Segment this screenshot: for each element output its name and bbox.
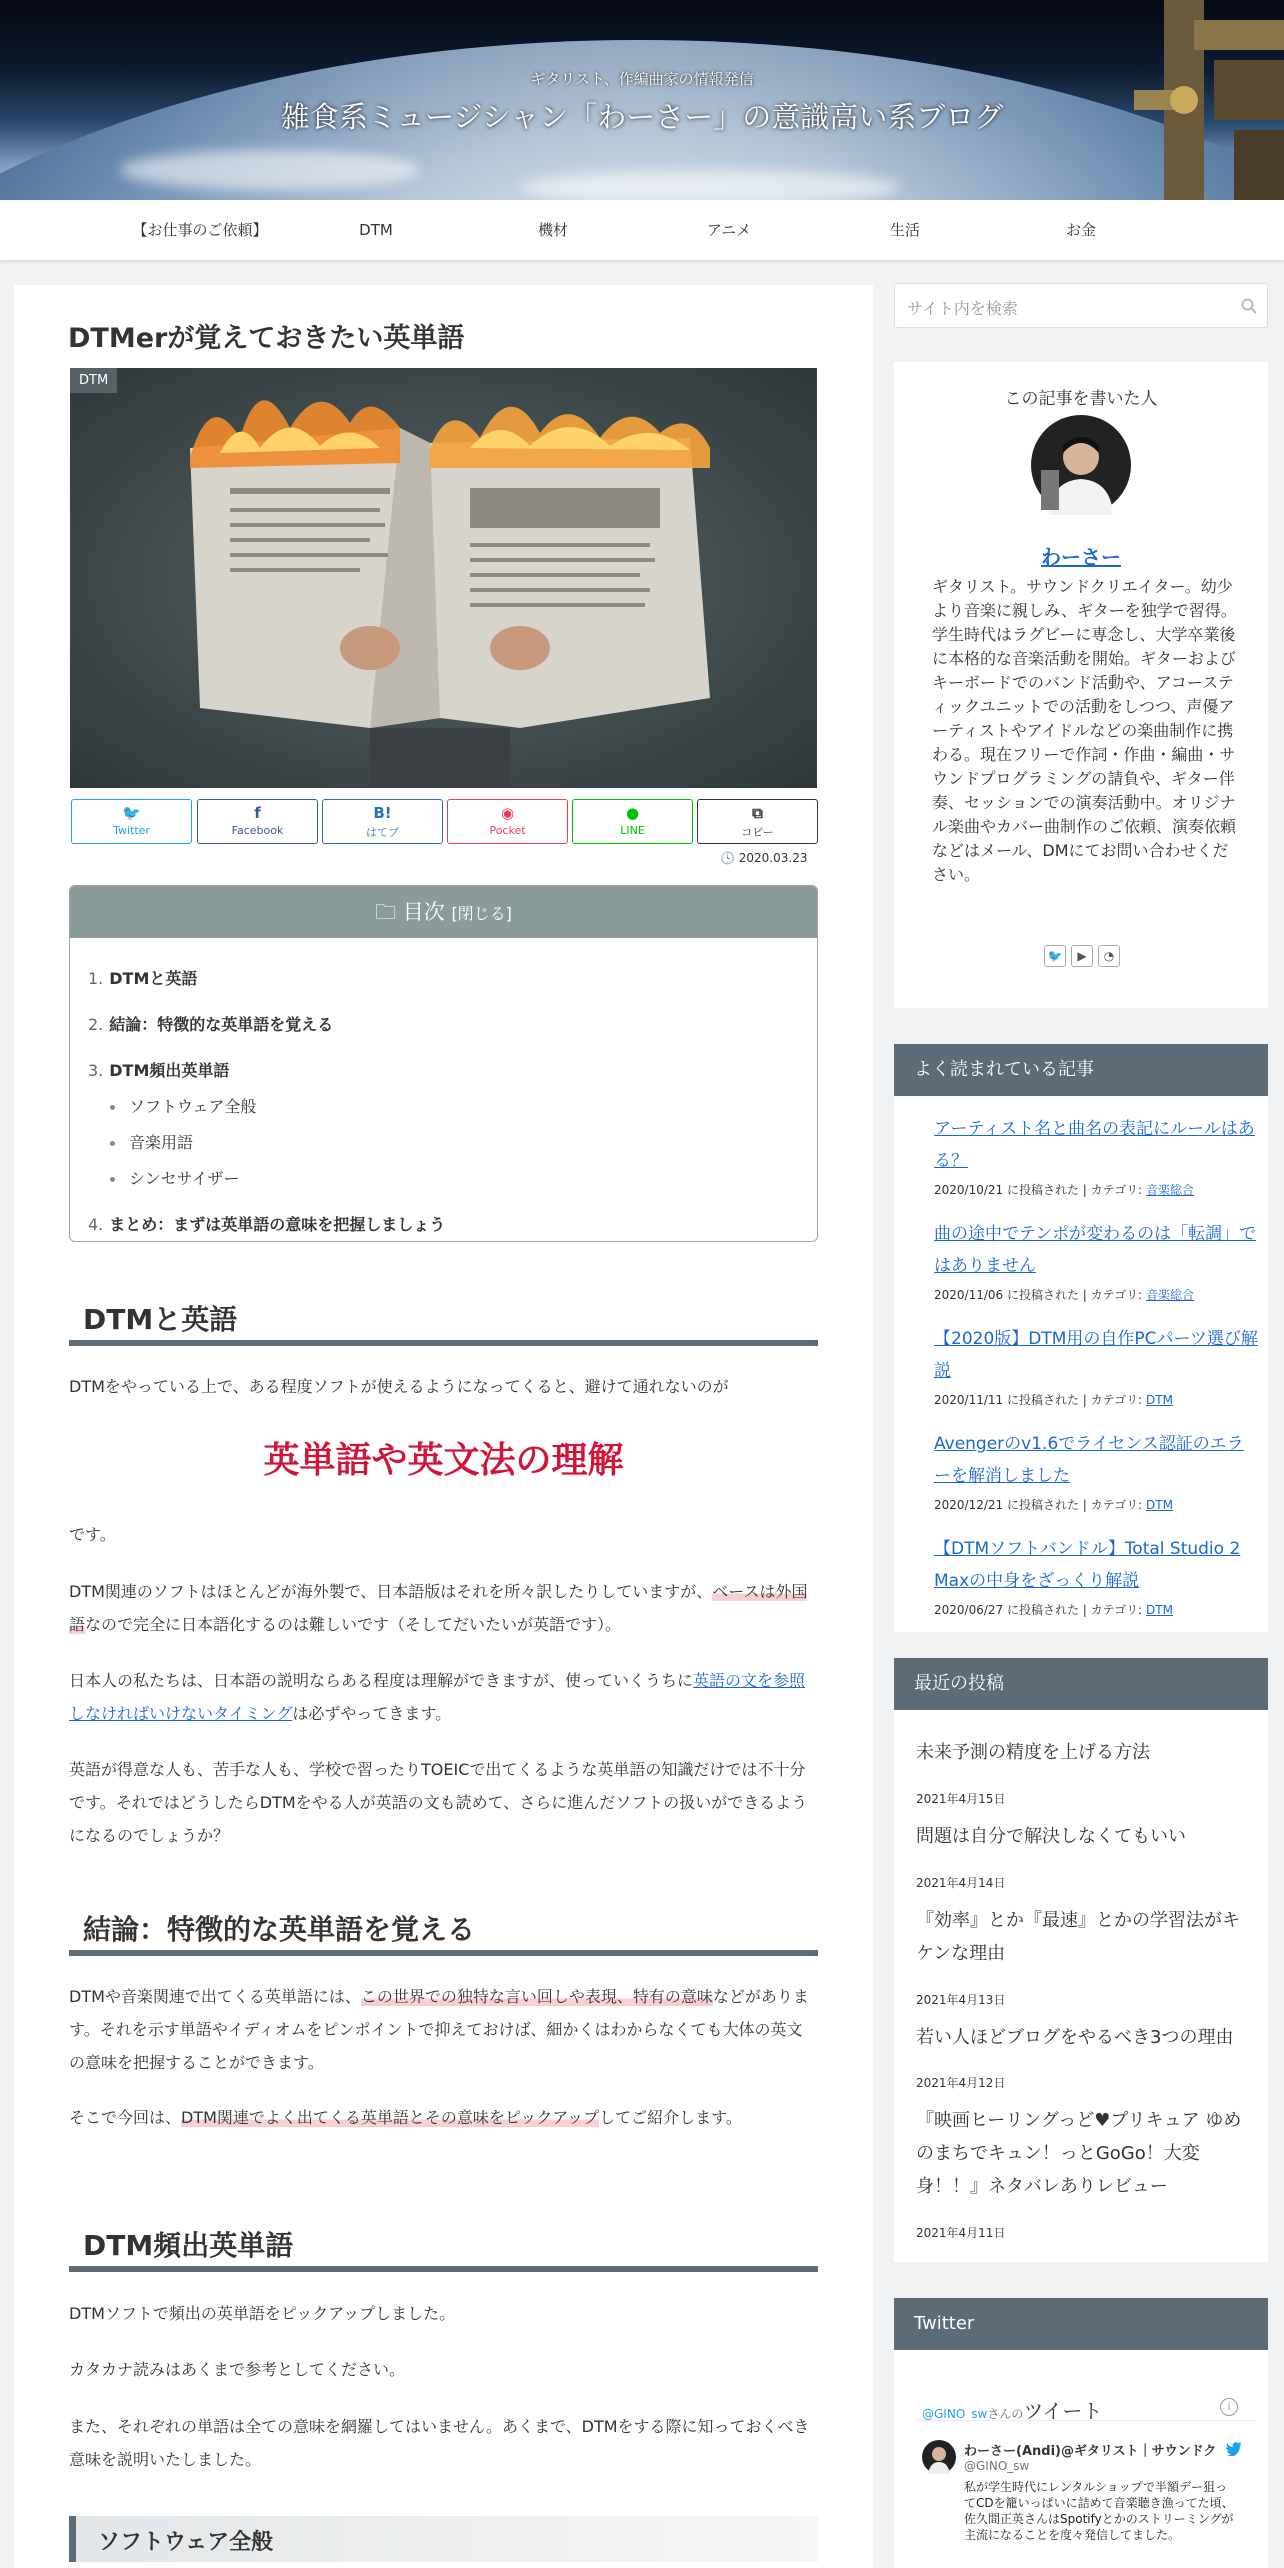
- search-input[interactable]: [894, 283, 1268, 328]
- paragraph-text: などがあります。それを示す単語やイディオムをピンポイントで抑えておけば、細かくはわからなくても大体の英文の意味を把握することができます。: [69, 1987, 809, 2072]
- highlighted-text: この世界での独特な言い回しや表現、特有の意味: [360, 1987, 713, 2006]
- toc-number: 3.: [88, 1061, 104, 1080]
- popular-posts-title: よく読まれている記事: [894, 1044, 1268, 1096]
- paragraph-text: は必ずやってきます。: [292, 1704, 452, 1723]
- share-facebook-label: Facebook: [231, 824, 284, 837]
- popular-post-date: 2020/06/27 に投稿された | カテゴリ:: [934, 1603, 1147, 1617]
- author-name[interactable]: わーさー: [1041, 545, 1121, 569]
- twitter-follow-icon[interactable]: 🐦: [1044, 945, 1066, 967]
- twitter-widget-title: Twitter: [894, 2298, 1268, 2350]
- search-icon[interactable]: [1241, 298, 1257, 314]
- paragraph: カタカナ読みはあくまで参考としてください。: [69, 2360, 406, 2379]
- toc-subitem-label: 音楽用語: [129, 1133, 194, 1152]
- paragraph-text: そこで今回は、: [69, 2108, 182, 2127]
- nav-item-equipment[interactable]: 機材: [537, 221, 568, 239]
- bullet-icon: [110, 1177, 115, 1182]
- header-cloud: [120, 150, 420, 190]
- popular-post-date: 2020/12/21 に投稿された | カテゴリ:: [934, 1498, 1147, 1512]
- share-hatebu-label: はてブ: [366, 826, 399, 839]
- folder-icon: 🗀: [375, 900, 403, 924]
- paragraph: [69, 1980, 818, 2079]
- toc-subitem-label: ソフトウェア全般: [129, 1097, 257, 1116]
- global-nav: [0, 200, 1284, 260]
- hatebu-icon: B!: [373, 804, 392, 822]
- recent-posts-title: 最近の投稿: [894, 1658, 1268, 1710]
- recent-post-link[interactable]: 未来予測の精度を上げる方法: [916, 1742, 1150, 1763]
- popular-post-link[interactable]: 【DTMソフトバンドル】Total Studio 2 Maxの中身をざっくり解説: [934, 1539, 1241, 1591]
- recent-post-link[interactable]: 『効率』とか『最速』とかの学習法がキケンな理由: [916, 1910, 1240, 1964]
- popular-post-date: 2020/11/06 に投稿された | カテゴリ:: [934, 1288, 1147, 1302]
- toc-toggle[interactable]: [閉じる]: [451, 904, 512, 923]
- line-icon: ●: [625, 804, 640, 822]
- popular-post-category[interactable]: DTM: [1146, 1393, 1173, 1407]
- toc-number: 1.: [88, 969, 104, 988]
- toc-item[interactable]: [88, 1012, 333, 1035]
- popular-post-category[interactable]: DTM: [1146, 1498, 1173, 1512]
- paragraph: また、それぞれの単語は全ての意味を網羅してはいません。あくまで、DTMをする際に知っておくべき意味を説明いたしました。: [69, 2417, 810, 2469]
- nav-item-anime[interactable]: アニメ: [706, 221, 752, 239]
- twitter-timeline-title: ツイート: [1023, 2399, 1103, 2423]
- recent-post-date: 2021年4月11日: [916, 2226, 1006, 2240]
- site-tagline: ギタリスト、作編曲家の情報発信: [530, 70, 754, 88]
- toc-subitem[interactable]: [110, 1130, 193, 1153]
- site-header: [0, 0, 1284, 200]
- share-pocket-label: Pocket: [489, 824, 526, 837]
- tweet-avatar[interactable]: [922, 2440, 956, 2474]
- inline-link[interactable]: 英語の文を参照しなければいけないタイミング: [69, 1671, 806, 1723]
- author-widget-heading: この記事を書いた人: [1004, 389, 1158, 409]
- share-line-label: LINE: [620, 824, 645, 837]
- section-heading-text: DTM頻出英単語: [83, 2229, 294, 2262]
- copy-icon: ⧉: [752, 804, 763, 822]
- clock-icon: 🕓: [720, 851, 739, 865]
- paragraph: DTMソフトで頻出の英単語をピックアップしました。: [69, 2304, 456, 2323]
- post-date: [720, 851, 807, 865]
- nav-item-money[interactable]: お金: [1065, 221, 1096, 239]
- burning-newspaper-image: [70, 368, 817, 788]
- section-heading: [69, 2216, 818, 2272]
- toc-item-label: DTMと英語: [109, 969, 198, 988]
- paragraph: [69, 2101, 818, 2134]
- toc-item[interactable]: [88, 1058, 229, 1081]
- bullet-icon: [110, 1105, 115, 1110]
- category-label[interactable]: DTM: [70, 368, 117, 393]
- toc-subitem[interactable]: [110, 1166, 239, 1189]
- recent-post-date: 2021年4月15日: [916, 1792, 1006, 1806]
- subsection-heading-text: ソフトウェア全般: [98, 2530, 274, 2555]
- subsection-heading: [69, 2516, 818, 2562]
- share-facebook-button[interactable]: [197, 799, 318, 844]
- popular-post-meta: [934, 1496, 1173, 1513]
- twitter-handle-link[interactable]: @GINO_sw: [922, 2407, 988, 2421]
- search-placeholder: サイト内を検索: [907, 299, 1018, 318]
- nav-item-life[interactable]: 生活: [889, 221, 920, 239]
- author-name-link[interactable]: [894, 541, 1268, 570]
- popular-post-link[interactable]: アーティスト名と曲名の表記にルールはある？: [934, 1119, 1255, 1171]
- share-twitter-button[interactable]: [71, 799, 192, 844]
- section-heading: [69, 1900, 818, 1956]
- popular-post-date: 2020/10/21 に投稿された | カテゴリ:: [934, 1183, 1147, 1197]
- section-heading-text: DTMと英語: [83, 1303, 238, 1336]
- post-date-text: 2020.03.23: [738, 851, 808, 865]
- paragraph-text: DTMや音楽関連で出てくる英単語には、: [69, 1987, 361, 2006]
- header-cloud: [520, 170, 900, 200]
- share-copy-button[interactable]: [697, 799, 818, 844]
- toc-subitem[interactable]: [110, 1094, 256, 1117]
- toc-header: [70, 886, 817, 938]
- toc-item-label: 結論：特徴的な英単語を覚える: [109, 1015, 334, 1034]
- popular-post-meta: [934, 1601, 1173, 1618]
- pocket-icon: ◉: [500, 804, 515, 822]
- toc-title: 目次: [402, 900, 445, 924]
- recent-post-link[interactable]: 問題は自分で解決しなくてもいい: [916, 1826, 1186, 1847]
- share-hatebu-button[interactable]: [322, 799, 443, 844]
- nav-item-work-request[interactable]: 【お仕事のご依頼】: [132, 221, 268, 239]
- paragraph-text: してご紹介します。: [599, 2108, 742, 2127]
- highlighted-text: ベースは外国語: [69, 1582, 808, 1634]
- toc-number: 4.: [88, 1215, 104, 1234]
- popular-post-link[interactable]: 曲の途中でテンポが変わるのは「転調」ではありません: [934, 1224, 1257, 1276]
- site-title[interactable]: 雑食系ミュージシャン「わーさー」の意識高い系ブログ: [280, 100, 1004, 134]
- paragraph: [69, 1664, 818, 1730]
- paragraph: DTMをやっている上で、ある程度ソフトが使えるようになってくると、避けて通れないのが: [69, 1377, 729, 1396]
- tweet-user-handle[interactable]: @GINO_sw: [964, 2459, 1030, 2473]
- share-line-button[interactable]: [572, 799, 693, 844]
- paragraph-text: なので完全に日本語化するのは難しいです（そしてだいたいが英語です）。: [85, 1615, 622, 1634]
- divider: [916, 2420, 1256, 2421]
- popular-post-category[interactable]: 音楽総合: [1146, 1183, 1195, 1197]
- emphasis-text: 英単語や英文法の理解: [263, 1440, 624, 1481]
- twitter-bird-icon[interactable]: [1226, 2442, 1242, 2456]
- rss-feed-icon[interactable]: ◔: [1098, 945, 1120, 967]
- share-twitter-label: Twitter: [113, 824, 150, 837]
- twitter-handle-suffix: さんの: [987, 2407, 1024, 2421]
- toc-item[interactable]: [88, 1212, 445, 1235]
- tweet-user-name[interactable]: わーさー(Andi)@ギタリスト｜サウンドク: [964, 2444, 1217, 2459]
- bullet-icon: [110, 1141, 115, 1146]
- table-of-contents: [69, 885, 818, 1242]
- info-icon[interactable]: i: [1220, 2398, 1238, 2416]
- popular-post-date: 2020/11/11 に投稿された | カテゴリ:: [934, 1393, 1147, 1407]
- toc-subitem-label: シンセサイザー: [129, 1169, 240, 1188]
- paragraph-text: 日本人の私たちは、日本語の説明ならある程度は理解ができますが、使っていくうちに: [69, 1671, 694, 1690]
- recent-post-date: 2021年4月12日: [916, 2076, 1006, 2090]
- highlighted-text: DTM関連でよく出てくる英単語とその意味をピックアップ: [181, 2108, 600, 2127]
- toc-item-label: まとめ：まずは英単語の意味を把握しましょう: [109, 1215, 446, 1234]
- recent-post-date: 2021年4月13日: [916, 1993, 1006, 2007]
- recent-post-link[interactable]: 『映画ヒーリングっど♥プリキュア ゆめのまちでキュン！っとGoGo！大変身！！』ネタバレありレビュー: [916, 2110, 1242, 2197]
- paragraph: です。: [69, 1525, 116, 1544]
- share-copy-label: コピー: [741, 826, 774, 839]
- tweet-text: 私が学生時代にレンタルショップで半額デー狙ってCDを籠いっぱいに詰めて音楽聴き漁ってた頃、佐久間正英さんはSpotifyとかのストリーミングが主流になることを度々発信してました。: [964, 2480, 1234, 2542]
- facebook-icon: f: [254, 804, 261, 822]
- popular-post-meta: [934, 1286, 1194, 1303]
- paragraph: [69, 1575, 818, 1641]
- share-pocket-button[interactable]: [447, 799, 568, 844]
- post-title: DTMerが覚えておきたい英単語: [68, 323, 465, 354]
- popular-post-link[interactable]: 【2020版】DTM用の自作PCパーツ選び解説: [934, 1329, 1258, 1381]
- section-heading: [69, 1290, 818, 1346]
- section-heading-text: 結論：特徴的な英単語を覚える: [83, 1913, 476, 1946]
- toc-item-label: DTM頻出英単語: [109, 1061, 230, 1080]
- youtube-follow-icon[interactable]: ▶: [1071, 945, 1093, 967]
- eyecatch-image: [70, 368, 817, 788]
- toc-number: 2.: [88, 1015, 104, 1034]
- popular-post-meta: [934, 1391, 1173, 1408]
- nav-item-dtm[interactable]: DTM: [359, 221, 393, 239]
- toc-item[interactable]: [88, 966, 197, 989]
- recent-post-date: 2021年4月14日: [916, 1876, 1006, 1890]
- author-bio: ギタリスト。サウンドクリエイター。幼少より音楽に親しみ、ギターを独学で習得。学生時代はラグビーに専念し、大学卒業後に本格的な音楽活動を開始。ギターおよびキーボードでのバンド活動や、アコースティックユニットでの活動をしつつ、声優アーティストやアイドルなどの楽曲制作に携わる。現在フリーで作詞・作曲・編曲・サウンドプログラミングの請負や、ギター伴奏、セッションでの演奏活動中。オリジナル楽曲やカバー曲制作のご依頼、演奏依頼などはメール、DMにてお問い合わせください。: [932, 577, 1237, 884]
- paragraph-text: DTM関連のソフトはほとんどが海外製で、日本語版はそれを所々訳したりしていますが、: [69, 1582, 713, 1601]
- popular-post-meta: [934, 1181, 1194, 1198]
- popular-post-category[interactable]: DTM: [1146, 1603, 1173, 1617]
- author-avatar: [1031, 415, 1131, 515]
- twitter-icon: 🐦: [122, 804, 141, 822]
- recent-post-link[interactable]: 若い人ほどブログをやるべき3つの理由: [916, 2027, 1234, 2048]
- popular-post-link[interactable]: Avengerのv1.6でライセンス認証のエラーを解消しました: [934, 1434, 1244, 1486]
- paragraph: 英語が得意な人も、苦手な人も、学校で習ったりTOEICで出てくるような英単語の知識だけでは不十分です。それではどうしたらDTMをやる人が英語の文も読めて、さらに進んだソフトの扱いができるようになるのでしょうか？: [69, 1760, 808, 1845]
- popular-post-category[interactable]: 音楽総合: [1146, 1288, 1195, 1302]
